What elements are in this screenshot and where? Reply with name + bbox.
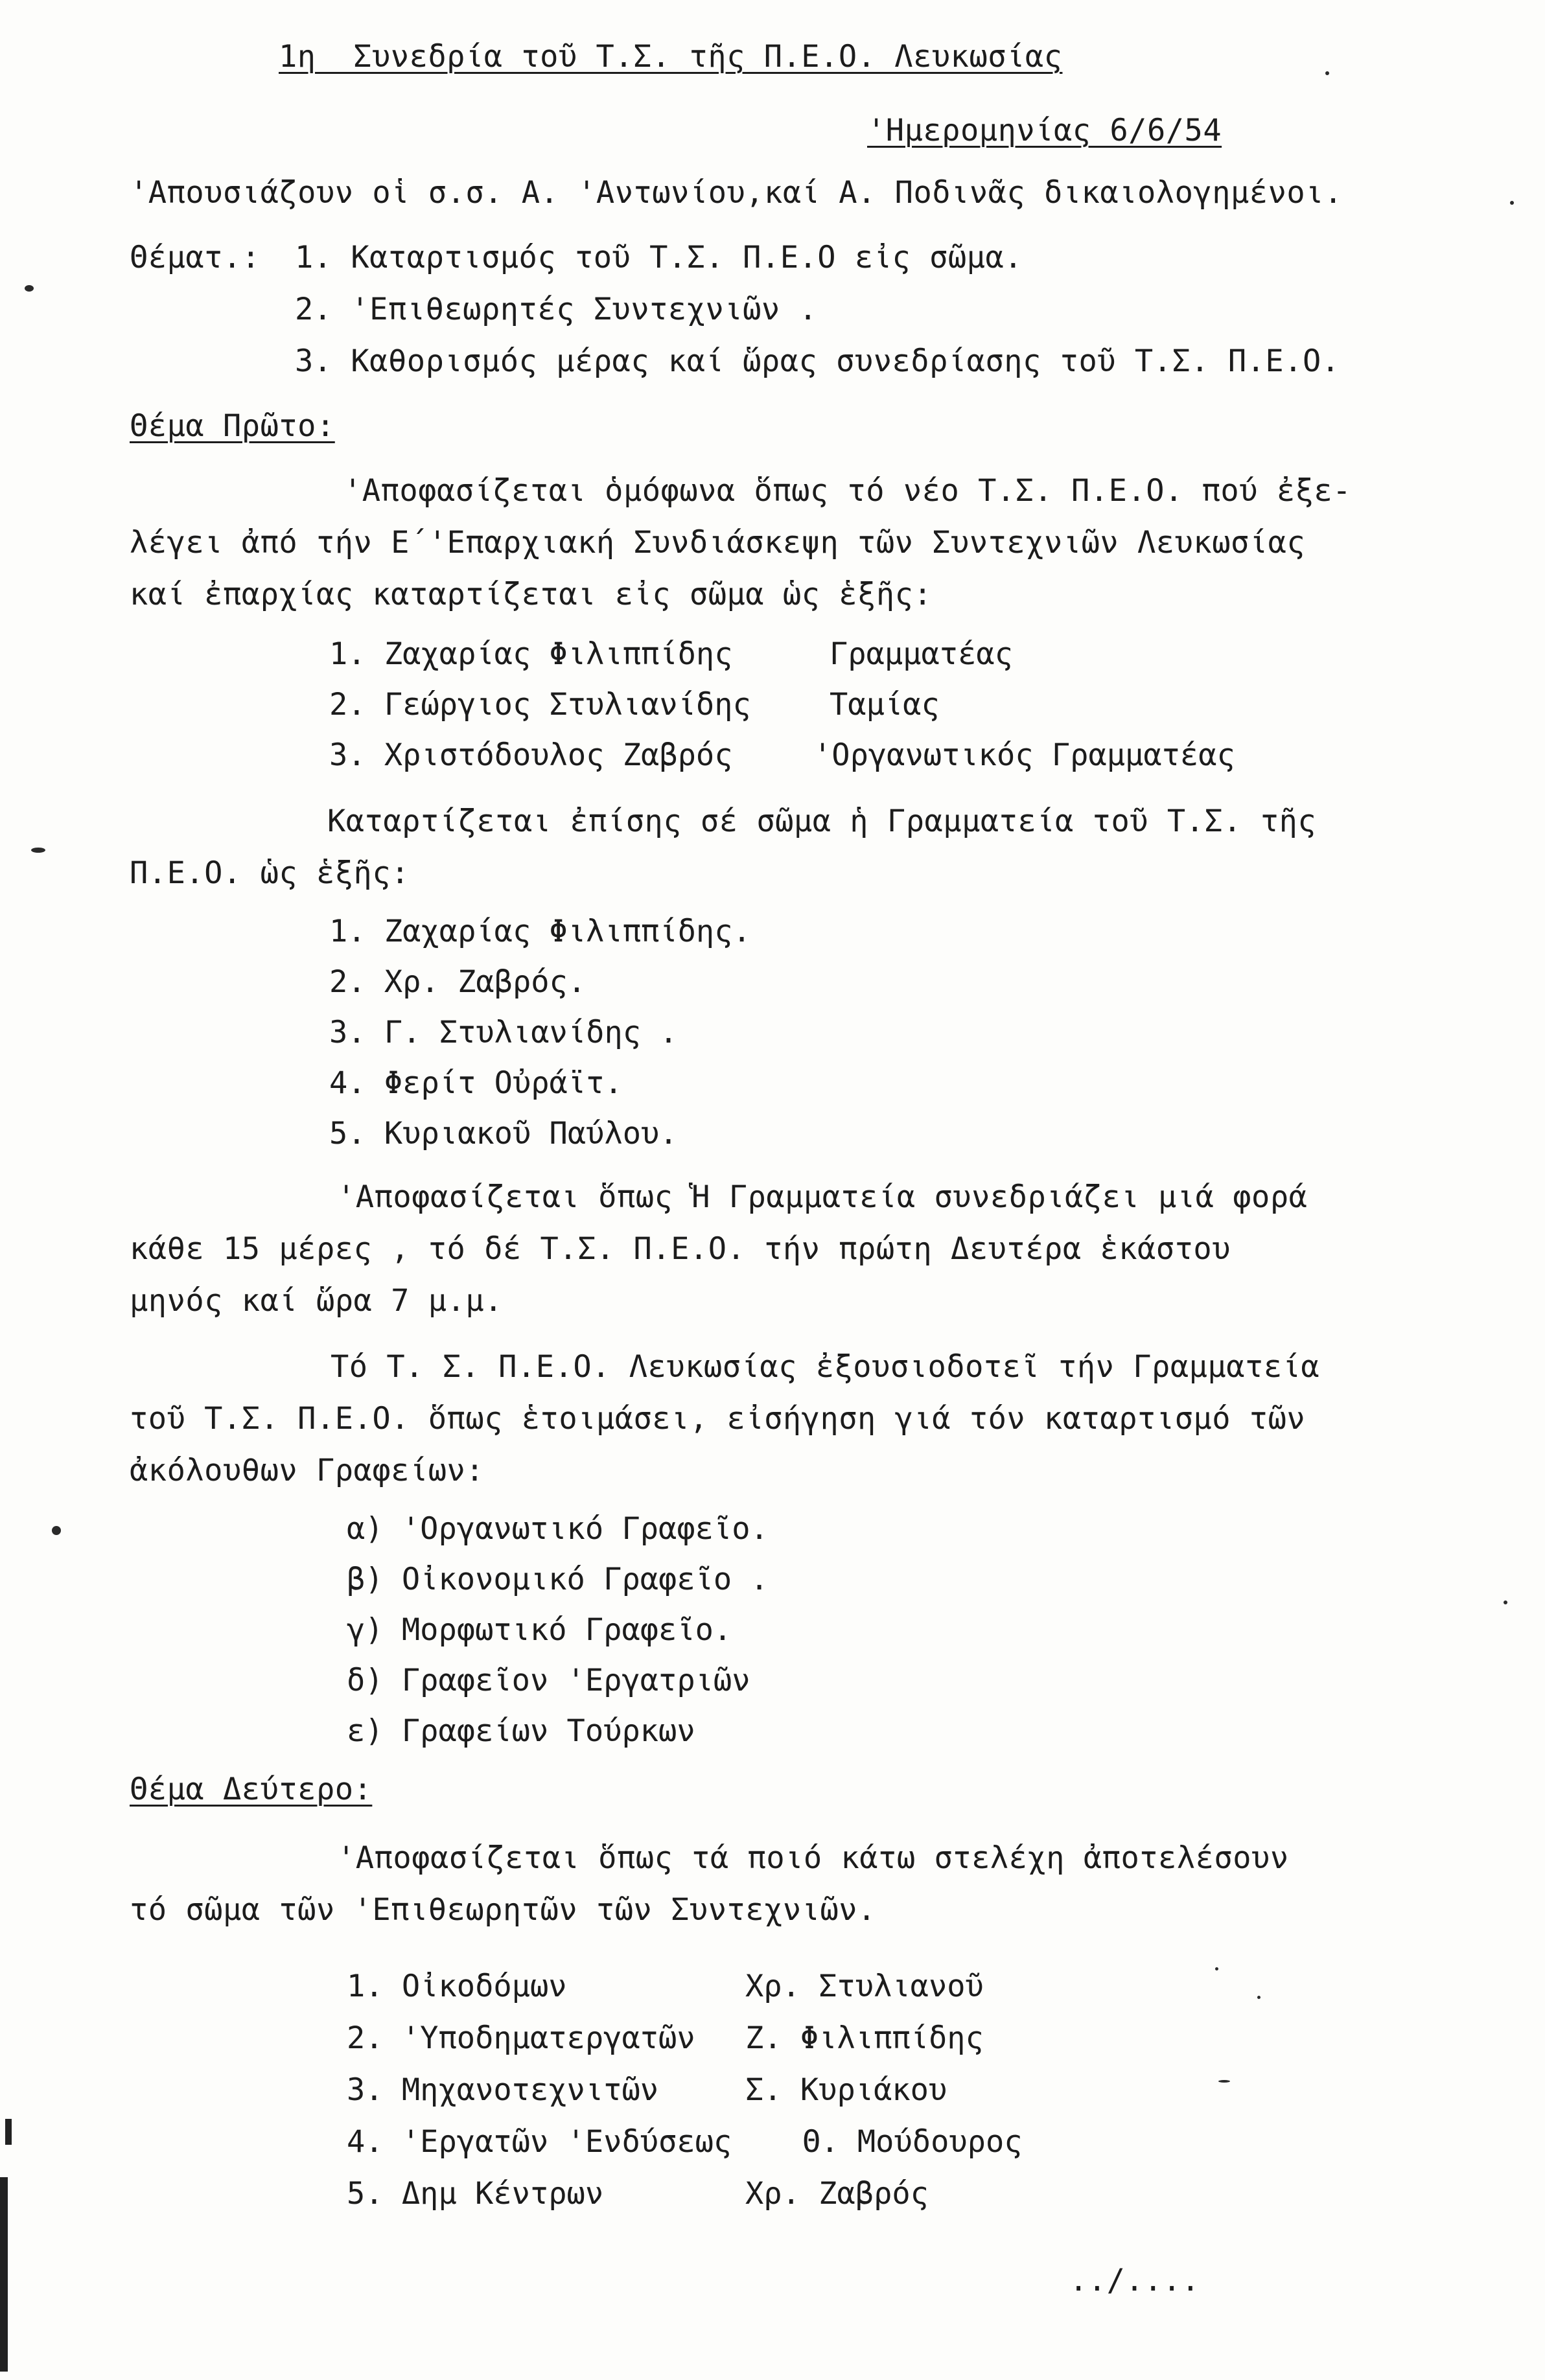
topic1-paragraph-line: 'Αποφασίζεται ὅπως Ἡ Γραμματεία συνεδριάζει μιά φορά [337, 1179, 1308, 1215]
inspector-name: Χρ. Ζαβρός [745, 2176, 929, 2212]
office-item: γ) Μορφωτικό Γραφεῖο. [347, 1612, 732, 1648]
inspector-name: Χρ. Στυλιανοῦ [745, 1969, 984, 2004]
secretariat-member: 2. Χρ. Ζαβρός. [329, 964, 587, 1000]
office-item: α) 'Οργανωτικό Γραφεῖο. [347, 1511, 769, 1547]
topic1-paragraph-line: καί ἐπαρχίας καταρτίζεται εἰς σῶμα ὡς ἑξῆς: [130, 577, 933, 612]
scan-speck [1504, 1600, 1507, 1604]
agenda-item: 3. Καθορισμός μέρας καί ὥρας συνεδρίασης τοῦ Τ.Σ. Π.Ε.Ο. [295, 343, 1340, 379]
topic1-paragraph-line: Τό Τ. Σ. Π.Ε.Ο. Λευκωσίας ἐξουσιοδοτεῖ τήν Γραμματεία [331, 1349, 1320, 1385]
scan-speck [1257, 1996, 1260, 1999]
topic1-paragraph-line: Π.Ε.Ο. ὡς ἑξῆς: [130, 855, 410, 891]
agenda-label: Θέματ.: [130, 240, 261, 275]
inspector-name: Θ. Μούδουρος [802, 2124, 1023, 2160]
officer-name: 1. Ζαχαρίας Φιλιππίδης [329, 636, 733, 672]
inspector-union: 2. 'Υποδηματεργατῶν [347, 2020, 695, 2056]
topic1-heading: Θέμα Πρῶτο: [130, 408, 335, 444]
continuation-mark: ../.... [1069, 2263, 1200, 2298]
document-title: 1η Συνεδρία τοῦ Τ.Σ. τῆς Π.Ε.Ο. Λευκωσίας [279, 39, 1063, 75]
secretariat-member: 4. Φερίτ Οὐράϊτ. [329, 1065, 623, 1101]
topic2-paragraph-line: 'Αποφασίζεται ὅπως τά ποιό κάτω στελέχη ἀποτελέσουν [337, 1840, 1289, 1876]
officer-role: Γραμματέας [830, 636, 1013, 672]
topic1-paragraph-line: 'Αποφασίζεται ὁμόφωνα ὅπως τό νέο Τ.Σ. Π.Ε.Ο. πού ἐξε- [343, 473, 1352, 509]
inspector-union: 3. Μηχανοτεχνιτῶν [347, 2072, 659, 2108]
secretariat-member: 1. Ζαχαρίας Φιλιππίδης. [329, 914, 751, 949]
officer-role: 'Οργανωτικός Γραμματέας [813, 737, 1235, 773]
topic2-heading: Θέμα Δεύτερο: [130, 1772, 373, 1807]
secretariat-member: 3. Γ. Στυλιανίδης . [329, 1015, 678, 1050]
agenda-item: 1. Καταρτισμός τοῦ Τ.Σ. Π.Ε.Ο εἰς σῶμα. [295, 240, 1023, 275]
agenda-item: 2. 'Επιθεωρητές Συντεχνιῶν . [295, 292, 818, 327]
document-date: 'Ημερομηνίας 6/6/54 [867, 113, 1222, 148]
secretariat-member: 5. Κυριακοῦ Παύλου. [329, 1116, 678, 1151]
scan-speck [25, 285, 34, 292]
scan-speck [1325, 71, 1329, 75]
absent-line: 'Απουσιάζουν οἱ σ.σ. Α. 'Αντωνίου,καί Α. Ποδινᾶς δικαιολογημένοι. [130, 175, 1343, 211]
inspector-union: 5. Δημ Κέντρων [347, 2176, 604, 2212]
officer-name: 3. Χριστόδουλος Ζαβρός [329, 737, 733, 773]
scan-speck [31, 848, 45, 853]
inspector-union: 1. Οἰκοδόμων [347, 1969, 567, 2004]
officer-role: Ταμίας [830, 687, 940, 722]
topic1-paragraph-line: κάθε 15 μέρες , τό δέ Τ.Σ. Π.Ε.Ο. τήν πρώτη Δευτέρα ἑκάστου [130, 1231, 1231, 1267]
scan-edge-mark [0, 2177, 8, 2372]
topic2-paragraph-line: τό σῶμα τῶν 'Επιθεωρητῶν τῶν Συντεχνιῶν. [130, 1892, 876, 1928]
inspector-name: Σ. Κυριάκου [745, 2072, 947, 2108]
scan-edge-mark [5, 2119, 12, 2145]
topic1-paragraph-line: ἀκόλουθων Γραφείων: [130, 1453, 485, 1488]
office-item: ε) Γραφείων Τούρκων [347, 1713, 695, 1749]
topic1-paragraph-line: Καταρτίζεται ἐπίσης σέ σῶμα ἡ Γραμματεία τοῦ Τ.Σ. τῆς [327, 803, 1317, 839]
office-item: β) Οἰκονομικό Γραφεῖο . [347, 1562, 769, 1597]
inspector-name: Ζ. Φιλιππίδης [745, 2020, 984, 2056]
inspector-union: 4. 'Εργατῶν 'Ενδύσεως [347, 2124, 732, 2160]
scan-speck [1510, 201, 1514, 205]
office-item: δ) Γραφεῖον 'Εργατριῶν [347, 1663, 750, 1698]
scan-speck [1215, 1967, 1218, 1970]
scan-speck [52, 1526, 61, 1535]
scan-speck [1218, 2080, 1230, 2083]
officer-name: 2. Γεώργιος Στυλιανίδης [329, 687, 751, 722]
topic1-paragraph-line: τοῦ Τ.Σ. Π.Ε.Ο. ὅπως ἑτοιμάσει, εἰσήγηση γιά τόν καταρτισμό τῶν [130, 1401, 1306, 1437]
topic1-paragraph-line: λέγει ἀπό τήν Ε΄'Επαρχιακή Συνδιάσκεψη τῶν Συντεχνιῶν Λευκωσίας [130, 525, 1306, 560]
topic1-paragraph-line: μηνός καί ὥρα 7 μ.μ. [130, 1283, 503, 1319]
